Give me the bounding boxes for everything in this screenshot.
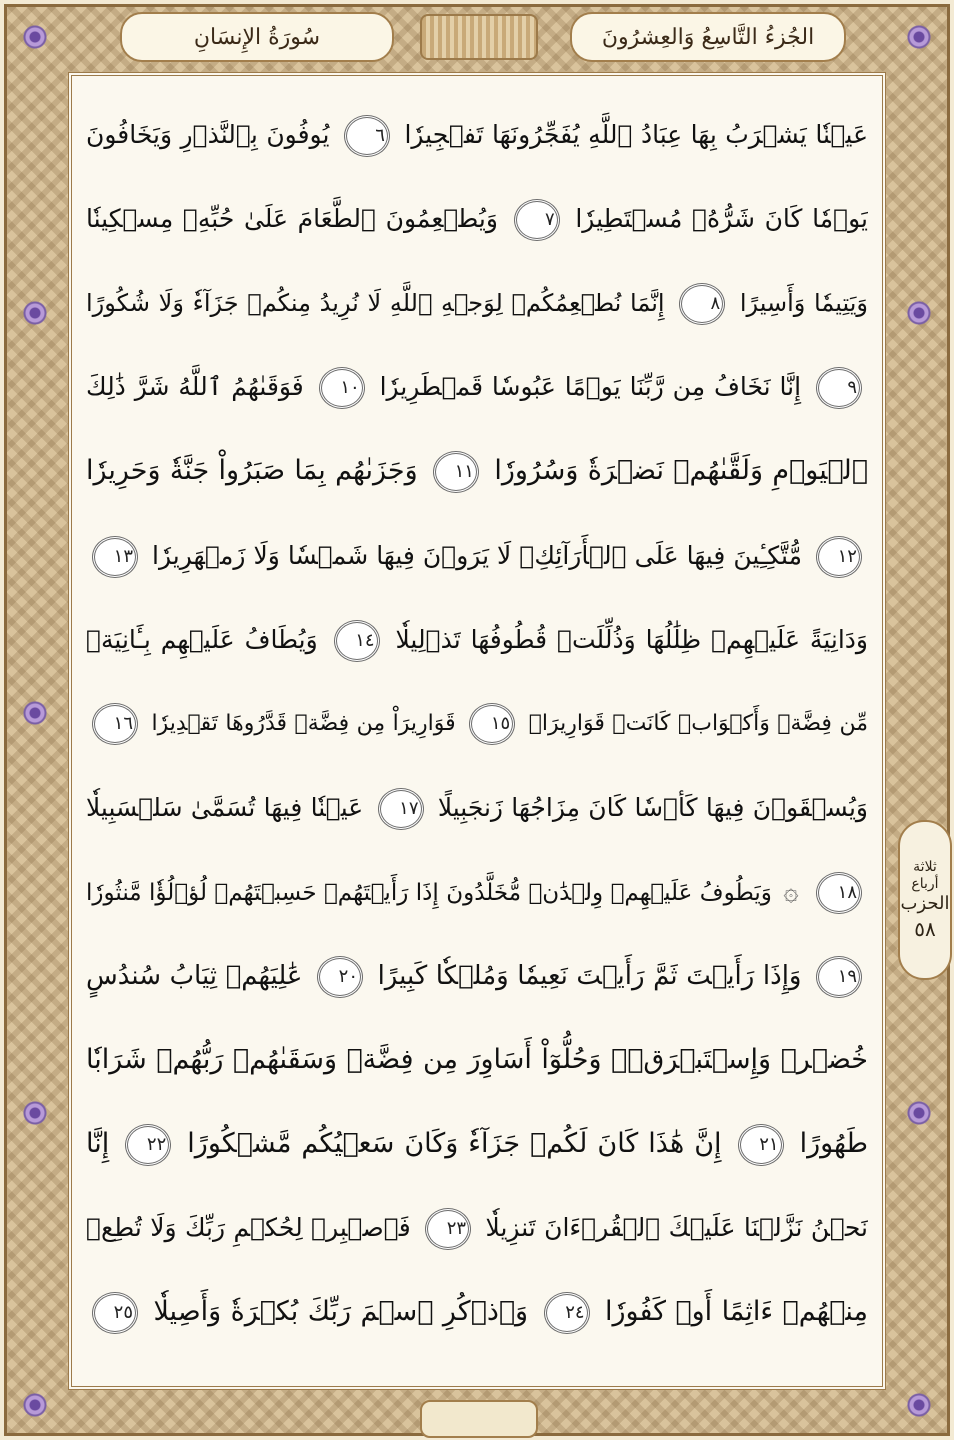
flower-ornament-icon	[22, 1392, 48, 1418]
ayah-number-marker: ١٢	[816, 536, 862, 578]
verse-text: إِنَّا نَخَافُ مِن رَّبِّنَا يَوۡمًا عَبُوسٗا قَمۡطَرِيرٗا	[379, 372, 802, 402]
verse-line	[86, 1269, 868, 1355]
verse-line	[86, 344, 868, 430]
verse-line	[86, 513, 868, 599]
verse-text: عَيۡنٗا يَشۡرَبُ بِهَا عِبَادُ ٱللَّهِ يُفَجِّرُونَهَا تَفۡجِيرٗا	[404, 120, 868, 149]
ayah-number-marker: ١٨	[816, 872, 862, 914]
ayah-number-marker: ٢٢	[125, 1124, 171, 1166]
verse-text: وَإِذَا رَأَيۡتَ ثَمَّ رَأَيۡتَ نَعِيمٗا وَمُلۡكٗا كَبِيرًا	[377, 961, 802, 991]
verse-line	[86, 176, 868, 262]
header-ornament	[420, 14, 538, 60]
ayah-number-marker: ٢٣	[425, 1208, 471, 1250]
ayah-number-marker: ١٥	[469, 703, 515, 745]
flower-ornament-icon	[906, 1100, 932, 1126]
verse-text: وَيَطُوفُ عَلَيۡهِمۡ وِلۡدَٰنٞ مُّخَلَّدُونَ إِذَا رَأَيۡتَهُمۡ حَسِبۡتَهُمۡ لُؤۡلُؤٗا مَّنثُورٗا	[86, 879, 772, 906]
verse-line	[86, 933, 868, 1019]
ayah-number-marker: ١٦	[92, 703, 138, 745]
hizb-marker	[898, 820, 952, 980]
verse-line	[86, 1017, 868, 1103]
ayah-number-marker: ١٠	[319, 367, 365, 409]
flower-ornament-icon	[22, 24, 48, 50]
verse-text: إِنَّا	[86, 1128, 110, 1160]
verse-text: إِنَّمَا نُطۡعِمُكُمۡ لِوَجۡهِ ٱللَّهِ لَا نُرِيدُ مِنكُمۡ جَزَآءٗ وَلَا شُكُورًا	[86, 289, 665, 318]
verse-text: عَيۡنٗا فِيهَا تُسَمَّىٰ سَلۡسَبِيلٗا	[86, 792, 364, 822]
verse-text: يَوۡمٗا كَانَ شَرُّهُۥ مُسۡتَطِيرٗا	[575, 204, 868, 234]
verse-text: خُضۡرٞ وَإِسۡتَبۡرَقٞۖ وَحُلُّوٓاْ أَسَاوِرَ مِن فِضَّةٖ وَسَقَىٰهُمۡ رَبُّهُمۡ شَرَابٗا	[86, 1044, 868, 1076]
verse-text: مُّتَّكِـِٔينَ فِيهَا عَلَى ٱلۡأَرَآئِكِۖ لَا يَرَوۡنَ فِيهَا شَمۡسٗا وَلَا زَمۡهَرِيرٗا	[152, 540, 802, 570]
verse-text: مِّن فِضَّةٖ وَأَكۡوَابٖ كَانَتۡ قَوَارِيرَا۠	[528, 710, 868, 736]
footer-ornament	[420, 1400, 538, 1438]
verse-text: نَحۡنُ نَزَّلۡنَا عَلَيۡكَ ٱلۡقُرۡءَانَ تَنزِيلٗا	[485, 1213, 868, 1243]
verse-text: مِنۡهُمۡ ءَاثِمًا أَوۡ كَفُورٗا	[604, 1296, 868, 1328]
verse-text: وَيُطۡعِمُونَ ٱلطَّعَامَ عَلَىٰ حُبِّهِۦ مِسۡكِينٗا	[86, 204, 498, 234]
verse-text: وَيَتِيمٗا وَأَسِيرًا	[739, 289, 868, 318]
ayah-number-marker: ٢١	[738, 1124, 784, 1166]
ayah-number-marker: ١١	[433, 451, 479, 493]
hizb-number: ٥٨	[914, 916, 936, 941]
ayah-number-marker: ٩	[816, 367, 862, 409]
juz-title: الجُزءُ التَّاسِعُ وَالعِشرُونَ	[570, 12, 846, 62]
ayah-number-marker: ٦	[344, 115, 390, 157]
hizb-label: الحزب	[900, 893, 950, 914]
verse-text-area	[86, 92, 868, 1354]
surah-title: سُورَةُ الإِنسَانِ	[120, 12, 394, 62]
ayah-number-marker: ١٩	[816, 956, 862, 998]
verse-line	[86, 260, 868, 346]
verse-line	[86, 92, 868, 178]
ayah-number-marker: ١٧	[378, 788, 424, 830]
verse-line	[86, 681, 868, 767]
verse-text: وَٱذۡكُرِ ٱسۡمَ رَبِّكَ بُكۡرَةٗ وَأَصِيلٗا	[153, 1296, 529, 1328]
verse-line	[86, 1101, 868, 1187]
ayah-number-marker: ٧	[514, 199, 560, 241]
flower-ornament-icon	[22, 1100, 48, 1126]
verse-text: طَهُورًا	[799, 1128, 868, 1160]
verse-text: وَدَانِيَةً عَلَيۡهِمۡ ظِلَٰلُهَا وَذُلِّلَتۡ قُطُوفُهَا تَذۡلِيلٗا	[395, 624, 868, 654]
flower-ornament-icon	[22, 700, 48, 726]
verse-line	[86, 849, 868, 935]
hizb-quarter: ثلاثة أرباع	[911, 859, 939, 893]
verse-line	[86, 428, 868, 514]
verse-text: قَوَارِيرَاْ مِن فِضَّةٖ قَدَّرُوهَا تَقۡدِيرٗا	[151, 710, 456, 736]
verse-text: وَجَزَىٰهُم بِمَا صَبَرُواْ جَنَّةٗ وَحَرِيرٗا	[86, 455, 418, 487]
verse-line	[86, 1185, 868, 1271]
rub-el-hizb-icon: ۞	[783, 876, 799, 907]
ayah-number-marker: ٢٠	[317, 956, 363, 998]
verse-text: إِنَّ هَٰذَا كَانَ لَكُمۡ جَزَآءٗ وَكَانَ سَعۡيُكُم مَّشۡكُورًا	[187, 1128, 722, 1160]
verse-text: فَوَقَىٰهُمُ ٱللَّهُ شَرَّ ذَٰلِكَ	[86, 372, 304, 402]
verse-text: فَٱصۡبِرۡ لِحُكۡمِ رَبِّكَ وَلَا تُطِعۡ	[86, 1213, 411, 1243]
verse-line	[86, 597, 868, 683]
flower-ornament-icon	[906, 1392, 932, 1418]
flower-ornament-icon	[22, 300, 48, 326]
ayah-number-marker: ١٣	[92, 536, 138, 578]
ayah-number-marker: ٢٥	[92, 1292, 138, 1334]
verse-line	[86, 765, 868, 851]
flower-ornament-icon	[906, 300, 932, 326]
verse-text: عَٰلِيَهُمۡ ثِيَابُ سُندُسٍ	[86, 961, 303, 991]
ayah-number-marker: ١٤	[334, 620, 380, 662]
verse-text: وَيُطَافُ عَلَيۡهِم بِـَٔانِيَةٖ	[86, 624, 318, 654]
verse-text: يُوفُونَ بِٱلنَّذۡرِ وَيَخَافُونَ	[86, 120, 330, 149]
flower-ornament-icon	[906, 24, 932, 50]
ayah-number-marker: ٢٤	[544, 1292, 590, 1334]
ayah-number-marker: ٨	[679, 283, 725, 325]
verse-text: وَيُسۡقَوۡنَ فِيهَا كَأۡسٗا كَانَ مِزَاجُهَا زَنجَبِيلًا	[437, 792, 868, 822]
verse-text: ٱلۡيَوۡمِ وَلَقَّىٰهُمۡ نَضۡرَةٗ وَسُرُورٗا	[494, 455, 868, 487]
